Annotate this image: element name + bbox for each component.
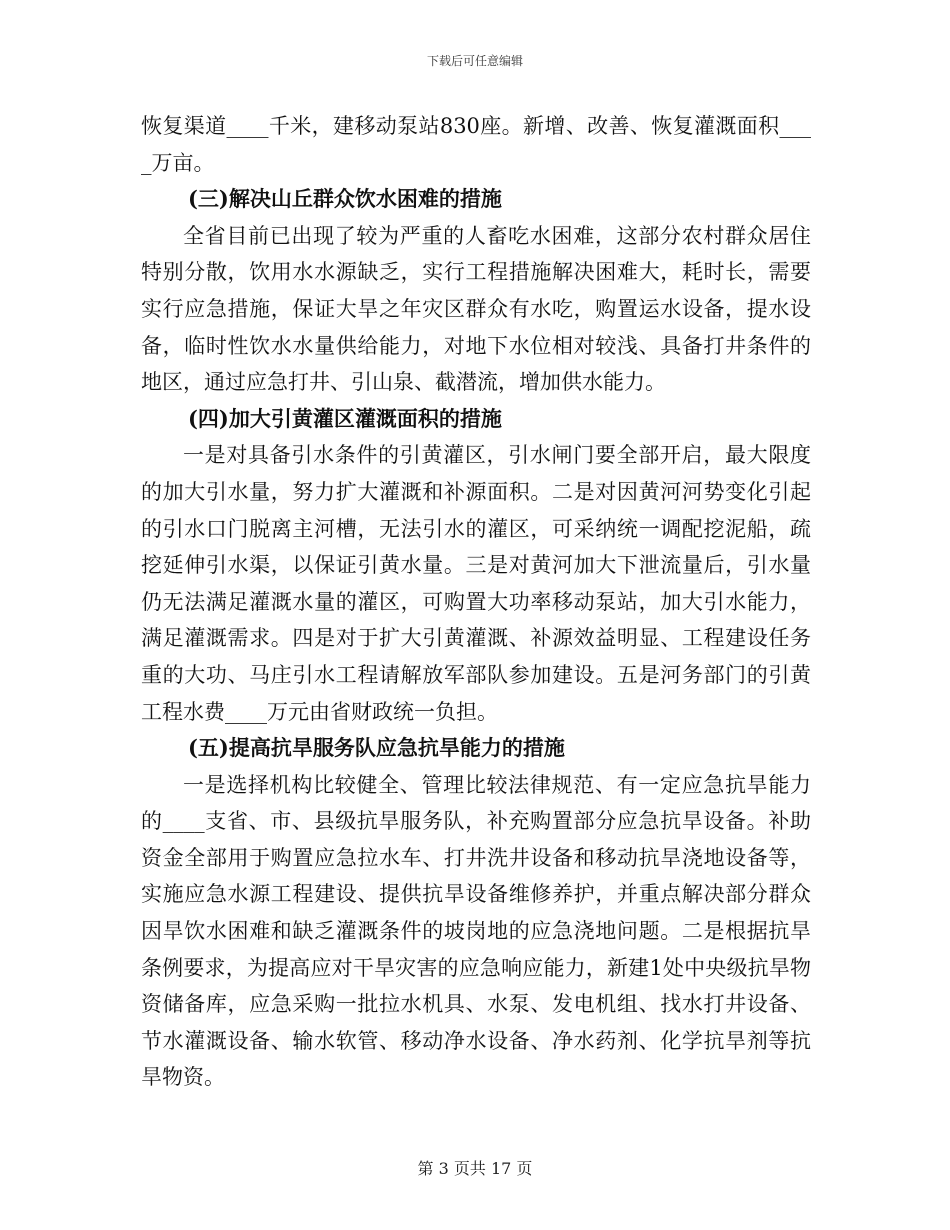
- section-heading-5: (五)提高抗旱服务队应急抗旱能力的措施: [188, 735, 565, 761]
- paragraph-section-4: 一是对具备引水条件的引黄灌区，引水闸门要全部开启，最大限度的加大引水量，努力扩大灌溉和补源面积。二是对因黄河河势变化引起的引水口门脱离主河槽，无法引水的灌区，可采纳统一调配挖泥船，疏挖延伸引水渠，以保证引黄水量。三是对黄河加大下泄流量后，引水量仍无法满足灌溉水量的灌区，可购置大功率移动泵站，加大引水能力，满足灌溉需求。四是对于扩大引黄灌溉、补源效益明显、工程建设任务重的大功、马庄引水工程请解放军部队参加建设。五是河务部门的引黄工程水费____万元由省财政统一负担。: [141, 443, 811, 724]
- page-footer: 第 3 页共 17 页: [417, 1159, 533, 1178]
- section-heading-3: (三)解决山丘群众饮水困难的措施: [188, 186, 502, 212]
- paragraph-section-3: 全省目前已出现了较为严重的人畜吃水困难，这部分农村群众居住特别分散，饮用水水源缺乏，实行工程措施解决困难大，耗时长，需要实行应急措施，保证大旱之年灾区群众有水吃，购置运水设备，提水设备，临时性饮水水量供给能力，对地下水位相对较浅、具备打井条件的地区，通过应急打井、引山泉、截潜流，增加供水能力。: [141, 223, 811, 395]
- paragraph-section-5: 一是选择机构比较健全、管理比较法律规范、有一定应急抗旱能力的____支省、市、县级抗旱服务队，补充购置部分应急抗旱设备。补助资金全部用于购置应急拉水车、打井洗井设备和移动抗旱浇地设备等，实施应急水源工程建设、提供抗旱设备维修养护，并重点解决部分群众因旱饮水困难和缺乏灌溉条件的坡岗地的应急浇地问题。二是根据抗旱条例要求，为提高应对干旱灾害的应急响应能力，新建1处中央级抗旱物资储备库，应急采购一批拉水机具、水泵、发电机组、找水打井设备、节水灌溉设备、输水软管、移动净水设备、净水药剂、化学抗旱剂等抗旱物资。: [141, 772, 811, 1090]
- page-header: 下载后可任意编辑: [426, 54, 523, 68]
- section-heading-4: (四)加大引黄灌区灌溉面积的措施: [188, 405, 502, 431]
- document-body: [141, 108, 811, 1096]
- paragraph-continuation: 恢复渠道____千米，建移动泵站830座。新增、改善、恢复灌溉面积____万亩。: [141, 114, 811, 175]
